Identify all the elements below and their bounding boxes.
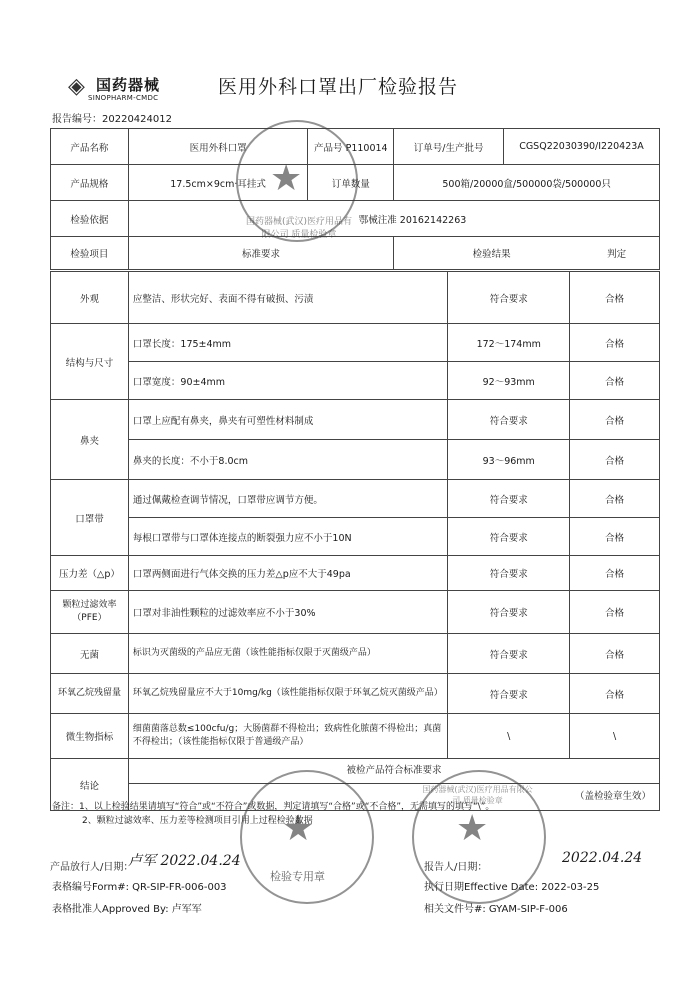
conclusion-label: 结论 [51,759,129,811]
row-result: 符合要求 [448,400,570,440]
row-result: 符合要求 [448,518,570,556]
reporter-handwriting: 2022.04.24 [562,850,643,866]
row-judge: 合格 [570,400,660,440]
row-result: 符合要求 [448,591,570,634]
table-row [51,556,660,591]
row-judge: 合格 [570,362,660,400]
effective-date: 执行日期Effective Date: 2022-03-25 [424,882,600,893]
row-std: 口罩两侧面进行气体交换的压力差△p应不大于49pa [128,556,447,591]
row-item: 口罩带 [51,480,129,556]
table-row [51,480,660,518]
row-item: 环氧乙烷残留量 [51,674,129,714]
qty-value: 500箱/20000盒/500000袋/500000只 [394,165,660,201]
row-judge: 合格 [570,591,660,634]
related-doc: 相关文件号#: GYAM-SIP-F-006 [424,904,568,915]
row-std: 细菌菌落总数≤100cfu/g；大肠菌群不得检出；致病性化脓菌不得检出；真菌不得检出；（该性能指标仅限于普通级产品） [128,714,447,759]
note-2: 2、颗粒过滤效率、压力差等检测项目引用上过程检验数据 [82,816,313,826]
row-item: 微生物指标 [51,714,129,759]
logo-cn: 国药器械 [96,76,161,94]
company-logo [68,72,178,106]
table-row [51,129,660,165]
order-label: 订单号/生产批号 [394,129,504,165]
stamp-text-inspection: 检验专用章 [270,870,325,883]
row-std: 环氧乙烷残留量应不大于10mg/kg（该性能指标仅限于环氧乙烷灭菌级产品） [128,674,447,714]
row-result: 172～174mm [448,324,570,362]
conclusion-note: （盖检验章生效） [574,791,651,802]
row-std: 鼻夹的长度：不小于8.0cm [128,440,447,480]
row-std: 口罩宽度：90±4mm [128,362,447,400]
row-item: 颗粒过滤效率（PFE） [51,591,129,634]
row-result: \ [448,714,570,759]
basis-value: 鄂械注准 20162142263 [128,201,659,237]
row-judge: 合格 [570,556,660,591]
reporter-label: 报告人/日期： [424,862,488,873]
row-item: 外观 [51,272,129,324]
approver: 表格批准人Approved By: 卢军军 [52,904,202,915]
col-judge: 判定 [607,249,627,260]
col-item: 检验项目 [51,237,129,270]
product-code: P110014 [345,142,388,154]
row-judge: 合格 [570,480,660,518]
logo-icon: ◈ [68,74,85,99]
row-std: 每根口罩带与口罩体连接点的断裂强力应不小于10N [128,518,447,556]
note-1: 备注：1、以上检验结果请填写“符合”或“不符合”或数据，判定请填写“合格”或“不合格”，无需填写的填写“\”。 [52,802,495,812]
row-judge: 合格 [570,324,660,362]
row-std: 通过佩戴检查调节情况，口罩带应调节方便。 [128,480,447,518]
star-icon: ★ [456,808,489,849]
star-icon: ★ [270,158,303,199]
col-std: 标准要求 [128,237,393,270]
row-judge: 合格 [570,634,660,674]
col-result-judge [394,237,660,270]
release-label: 产品放行人/日期： [50,862,134,873]
report-number: 报告编号：20220424012 [52,114,172,125]
table-row [51,591,660,634]
row-result: 93～96mm [448,440,570,480]
star-icon: ★ [282,808,315,849]
row-item: 压力差（△p） [51,556,129,591]
row-std: 标识为灭菌级的产品应无菌（该性能指标仅限于灭菌级产品） [128,634,447,674]
product-name-label: 产品名称 [51,129,129,165]
table-row [51,400,660,440]
spec-value: 17.5cm×9cm·耳挂式 [128,165,308,201]
table-row [51,634,660,674]
row-item: 鼻夹 [51,400,129,480]
table-row [51,518,660,556]
conclusion-text: 被检产品符合标准要求 [129,759,659,784]
release-handwriting: 卢军 2022.04.24 [128,853,241,869]
row-item: 结构与尺寸 [51,324,129,400]
table-row [51,362,660,400]
row-std: 应整洁、形状完好、表面不得有破损、污渍 [128,272,447,324]
row-std: 口罩长度：175±4mm [128,324,447,362]
row-judge: 合格 [570,440,660,480]
order-value: CGSQ22030390/I220423A [504,129,660,165]
table-row [51,440,660,480]
table-row [51,714,660,759]
table-row [51,201,660,237]
stamp-text-bottom: 国药器械(武汉)医疗用品有限公司 质量检验章 [422,785,533,805]
row-result: 符合要求 [448,674,570,714]
product-code-label: 产品号 [314,142,343,154]
row-judge: 合格 [570,518,660,556]
row-std: 口罩对非油性颗粒的过滤效率应不小于30% [128,591,447,634]
qty-label: 订单数量 [308,165,394,201]
row-result: 符合要求 [448,556,570,591]
row-judge: 合格 [570,272,660,324]
col-result: 检验结果 [472,249,511,260]
table-row [51,674,660,714]
table-row [51,272,660,324]
row-result: 符合要求 [448,634,570,674]
row-std: 口罩上应配有鼻夹，鼻夹有可塑性材料制成 [128,400,447,440]
stamp-text-top: 国药器械(武汉)医疗用品有限公司 质量检验章 [245,217,353,240]
basis-label: 检验依据 [51,201,129,237]
form-number: 表格编号Form#: QR-SIP-FR-006-003 [52,882,227,893]
logo-en: SINOPHARM-CMDC [88,94,159,102]
requirements-table [50,271,660,811]
row-result: 92～93mm [448,362,570,400]
page-title: 医用外科口罩出厂检验报告 [218,76,459,98]
row-result: 符合要求 [448,272,570,324]
row-item: 无菌 [51,634,129,674]
spec-label: 产品规格 [51,165,129,201]
row-result: 符合要求 [448,480,570,518]
product-name: 医用外科口罩 [128,129,308,165]
row-judge: 合格 [570,674,660,714]
row-judge: \ [570,714,660,759]
table-header-row [51,237,660,270]
table-row [51,324,660,362]
